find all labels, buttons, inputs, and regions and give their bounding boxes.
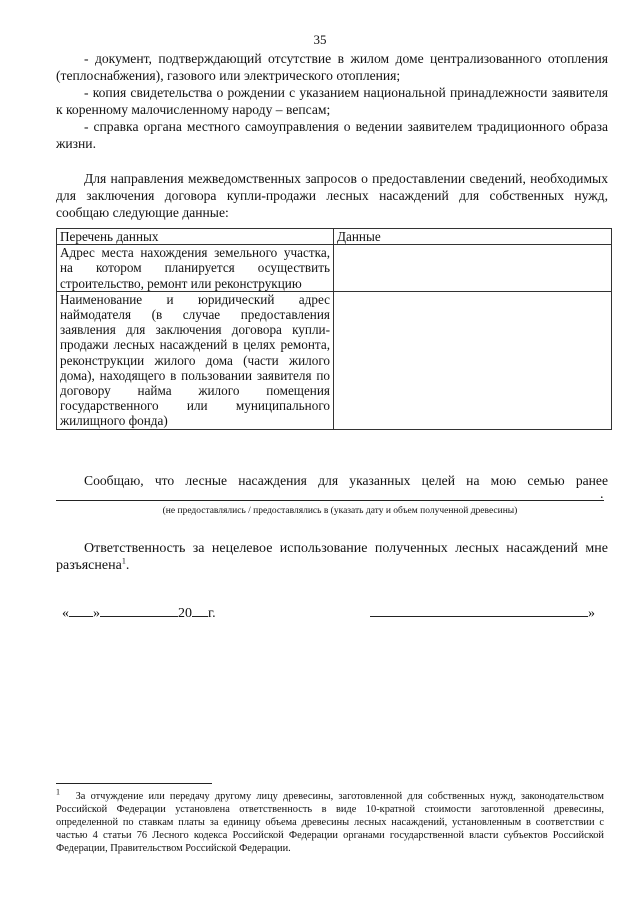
table-row (57, 245, 612, 292)
day-blank[interactable] (69, 604, 93, 617)
table-header: Данные (334, 229, 612, 245)
table-row-value[interactable] (334, 291, 612, 429)
year-blank[interactable] (192, 604, 208, 617)
date-open-quote: « (62, 606, 69, 621)
intro-paragraph: Для направления межведомственных запросов о предоставлении сведений, необходимых для заключения договора купли-продажи лесных насаждений для собственных нужд, сообщаю следующие данные: (56, 171, 608, 220)
report-fill-line[interactable] (56, 500, 604, 501)
month-blank[interactable] (100, 604, 178, 617)
page-number: 35 (313, 32, 327, 47)
report-caption: (не предоставлялись / предоставлялись в (указать дату и объем полученной древесины) (162, 506, 518, 516)
date-line (62, 604, 216, 622)
footnote-text: За отчуждение или передачу другому лицу древесины, заготовленной для собственных нужд, законодательством Российской Федерации установлена ответственность в виде 10-кратной стоимости заготовленной древесины, определенной по ставкам платы за единицу объема древесины лесных насаждений, установленным в соответствии с частью 4 статьи 76 Лесного кодекса Российской Федерации органами государственной власти субъектов Российской Федерации, Правительством Российской Федерации. (56, 791, 605, 854)
table-header: Перечень данных (57, 229, 334, 245)
report-line-end: . (600, 487, 604, 502)
year-suffix: г. (208, 606, 216, 621)
table-header-row (57, 229, 612, 245)
table-row-label: Наименование и юридический адрес наймодателя (в случае предоставления заявления для заключения договора купли-продажи лесных насаждений в целях ремонта, реконструкции жилого дома (части жилого дома), находящего в пользовании заявителя по договору найма жилого помещения государственного или муниципального жилищного фонда) (57, 291, 334, 429)
responsibility-text: Ответственность за нецелевое использование полученных лесных насаждений мне разъяснена (56, 541, 608, 573)
table-row-value[interactable] (334, 245, 612, 292)
table-row-label: Адрес места нахождения земельного участка, на котором планируется осуществить строительство, ремонт или реконструкцию (57, 245, 334, 292)
signature-end-quote: » (588, 606, 595, 621)
footnote-divider (56, 783, 212, 784)
footnote-mark: 1 (56, 787, 60, 797)
footnote (56, 787, 605, 855)
responsibility-paragraph (56, 540, 608, 574)
list-item: - копия свидетельства о рождении с указанием национальной принадлежности заявителя к коренному малочисленному народу – вепсам; (56, 85, 608, 117)
signature-line (370, 604, 595, 622)
table-row (57, 291, 612, 429)
responsibility-end: . (125, 558, 130, 573)
year-prefix: 20 (178, 606, 192, 621)
report-sentence: Сообщаю, что лесные насаждения для указанных целей на мою семью ранее (84, 473, 608, 488)
date-close-quote: » (93, 606, 100, 621)
signature-blank[interactable] (370, 604, 588, 617)
list-item: - документ, подтверждающий отсутствие в жилом доме централизованного отопления (теплоснабжения), газового или электрического отопления; (56, 51, 608, 83)
footnote-reference: 1 (121, 556, 126, 566)
data-table (56, 228, 612, 430)
list-item: - справка органа местного самоуправления о ведении заявителем традиционного образа жизни. (56, 119, 608, 151)
